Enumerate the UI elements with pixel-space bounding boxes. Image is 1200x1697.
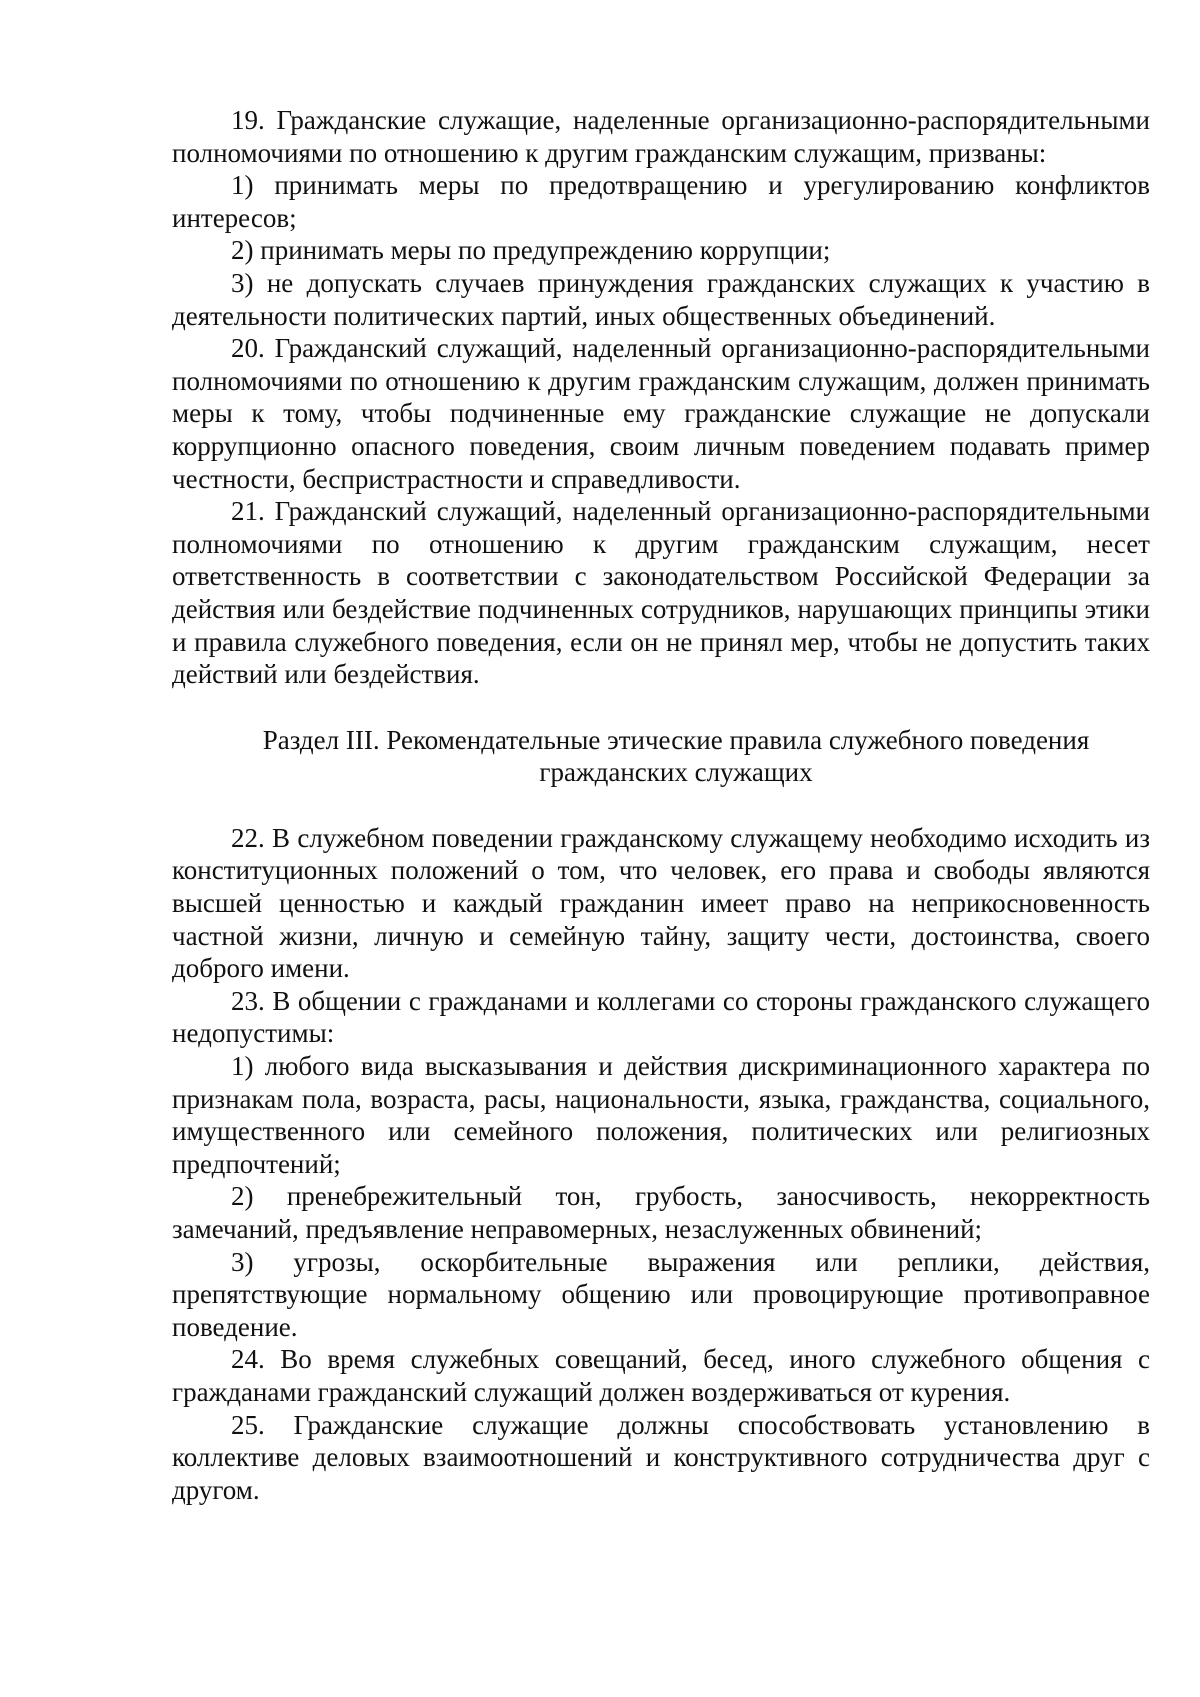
paragraph-21: 21. Гражданский служащий, наделенный организационно-распорядительными полномочиями по отношению к другим гражданским служащим, несет ответственность в соответствии с законодательством Российской Федерации за действия или бездействие подчиненных сотрудников, нарушающих принципы этики и правила служебного поведения, если он не принял мер, чтобы не допустить таких действий или бездействия. bbox=[172, 496, 1150, 690]
paragraph-23-item-1: 1) любого вида высказывания и действия дискриминационного характера по признакам пола, возраста, расы, национальности, языка, гражданства, социального, имущественного или семейного положения, политических или религиозных предпочтений; bbox=[172, 1051, 1150, 1179]
paragraph-23: 23. В общении с гражданами и коллегами со стороны гражданского служащего недопустимы: bbox=[172, 985, 1150, 1049]
paragraph-19-item-2: 2) принимать меры по предупреждению коррупции; bbox=[231, 235, 831, 266]
paragraph-25: 25. Гражданские служащие должны способствовать установлению в коллективе деловых взаимоотношений и конструктивного сотрудничества друг с другом. bbox=[172, 1409, 1150, 1505]
section-heading-line-2: гражданских служащих bbox=[539, 757, 813, 788]
paragraph-23-item-2: 2) пренебрежительный тон, грубость, заносчивость, некорректность замечаний, предъявление неправомерных, незаслуженных обвинений; bbox=[172, 1181, 1150, 1244]
paragraph-24: 24. Во время служебных совещаний, бесед, иного служебного общения с гражданами гражданский служащий должен воздерживаться от курения. bbox=[172, 1344, 1150, 1407]
section-heading-line-1: Раздел III. Рекомендательные этические правила служебного поведения bbox=[262, 724, 1090, 755]
paragraph-19-item-3: 3) не допускать случаев принуждения гражданских служащих к участию в деятельности политических партий, иных общественных объединений. bbox=[172, 267, 1150, 331]
section-heading bbox=[172, 724, 1150, 789]
paragraph-23-item-3: 3) угрозы, оскорбительные выражения или реплики, действия, препятствующие нормальному общению или провоцирующие противоправное поведение. bbox=[172, 1246, 1150, 1342]
document-page bbox=[172, 104, 1150, 1506]
paragraph-20: 20. Гражданский служащий, наделенный организационно-распорядительными полномочиями по отношению к другим гражданским служащим, должен принимать меры к тому, чтобы подчиненные ему гражданские служащие не допускали коррупционно опасного поведения, своим личным поведением подавать пример честности, беспристрастности и справедливости. bbox=[172, 333, 1150, 494]
paragraph-22: 22. В служебном поведении гражданскому служащему необходимо исходить из конституционных положений о том, что человек, его права и свободы являются высшей ценностью и каждый гражданин имеет право на неприкосновенность частной жизни, личную и семейную тайну, защиту чести, достоинства, своего доброго имени. bbox=[172, 822, 1150, 984]
paragraph-19-item-1: 1) принимать меры по предотвращению и урегулированию конфликтов интересов; bbox=[172, 170, 1150, 233]
paragraph-19: 19. Гражданские служащие, наделенные организационно-распорядительными полномочиями по отношению к другим гражданским служащим, призваны: bbox=[172, 105, 1150, 168]
